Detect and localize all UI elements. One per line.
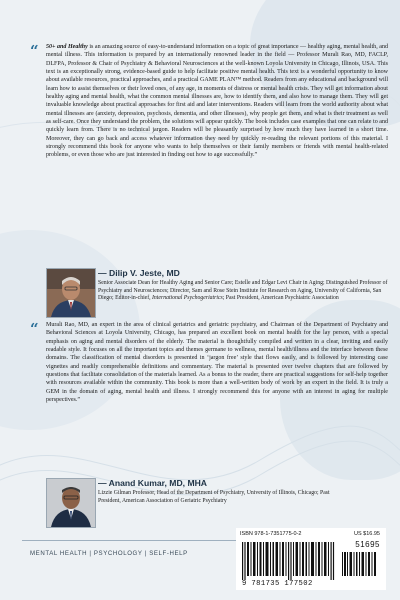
testimonial-1-text: 50+ and Healthy is an amazing source of easy-to-understand information on a topic of great importance — healthy aging, mental health, and mental illness. This information is prepared by an internationally renowned leader in the field — Professor Murali Rao, MD, FACLP, DLFPA, Professor & Chair of Psychiatry & Behavioral Neurosciences at the well-known Loyola University in Chicago, Illinois, USA. This text is an exceptionally strong, evidence-based guide to help facilitate positive mental health. This text is a wonderful opportunity to know about available resources, practical approaches, and a practical GAME PLAN™ method. Readers from any educational and background will learn how to assist themselves or their loved ones, of any age, in moments of distress or mental health crisis. They will get information about healthy aging and mental health, what the common mental illnesses are, how to identify them, and also how to manage them. They will get invaluable knowledge about practical approaches for first aid and later interventions. Readers will learn from the world authority about what mental illnesses are (anxiety, depression, psychosis, dementia, and other illnesses), why people get them, and what is their treatment as well as self-care. Once they understand the problem, the solutions will appear quickly. The book includes case examples that one can relate to and quickly learn from. There is no technical jargon. Readers will be pleasantly surprised by how much they have learned in a short time. Moreover, they can go back and access whatever information they need by quickly re-reading the relevant portions of this material. I strongly recommend this book for anyone who wants to help themselves or their family members or friends with mental health-related problems, or even those who are just interested in finding out how to age successfully.” bbox=[46, 44, 388, 159]
endorser-1-signature bbox=[98, 268, 398, 303]
endorser-1-name: — Dilip V. Jeste, MD bbox=[98, 268, 180, 278]
price-code: 51695 bbox=[355, 540, 380, 549]
endorser-2-photo bbox=[46, 478, 96, 528]
endorser-2-name: — Anand Kumar, MD, MHA bbox=[98, 478, 208, 488]
testimonial-2-text: Murali Rao, MD, an expert in the area of clinical geriatrics and geriatric psychiatry, and Chairman of the Department of Psychiatry and Behavioral Sciences at Loyola University, Chicago, has prepared an excellent book on mental health for the lay person, with a special emphasis on aging and mental disorders of the elderly. The material is thoughtfully compiled and written in a clear, inviting and easily readable style. It focuses on all the important topics and themes germane to wellness, mental health/illness and the interface between these domains. The classification of mental disorders is presented in ‘jargon free’ style that flows easily, and is followed by interesting case vignettes and readily comprehensible definitions and commentary. The material is presented over twelve chapters that are followed by questions that facilitate consolidation of the materials learned. As a bonus to the reader, there are practical suggestions for self-help together with resources available within the community. This book is more than a well-written body of work by an expert in the field. It is truly a GEM in the domain of aging, mental health and illness. I strongly recommend this for anyone with an interest in aging for multiple perspectives.” bbox=[46, 322, 388, 404]
isbn-barcode bbox=[236, 528, 386, 590]
barcode-digits: 9 781735 177502 bbox=[242, 580, 313, 588]
category-labels: MENTAL HEALTH | PSYCHOLOGY | SELF-HELP bbox=[30, 550, 188, 557]
endorser-2-credentials: Lizzie Gilman Professor, Head of the Department of Psychiatry, University of Illinois, Chicago; Past President, American Association of Geriatric Psychiatry bbox=[98, 490, 330, 504]
quote-mark-icon: “ bbox=[30, 320, 39, 338]
barcode-bars bbox=[242, 538, 380, 582]
book-title: 50+ and Healthy bbox=[46, 44, 88, 50]
endorser-2-signature bbox=[98, 478, 398, 505]
quote-mark-icon: “ bbox=[30, 42, 39, 60]
endorser-1-photo bbox=[46, 268, 96, 318]
endorser-1-credentials: Senior Associate Dean for Healthy Aging and Senior Care; Estelle and Edgar Levi Chair in Aging; Distinguished Professor of Psychiatry and Neurosciences; Director, Sam and Rose Stein Institute for Research on Aging, University of California, San Diego; Editor-in-chief, International Psychogeriatrics; Past President, American Psychiatric Association bbox=[98, 280, 388, 302]
isbn-text: ISBN 978-1-7351775-0-2 bbox=[240, 531, 302, 537]
price-text: US $16.95 bbox=[354, 531, 380, 537]
